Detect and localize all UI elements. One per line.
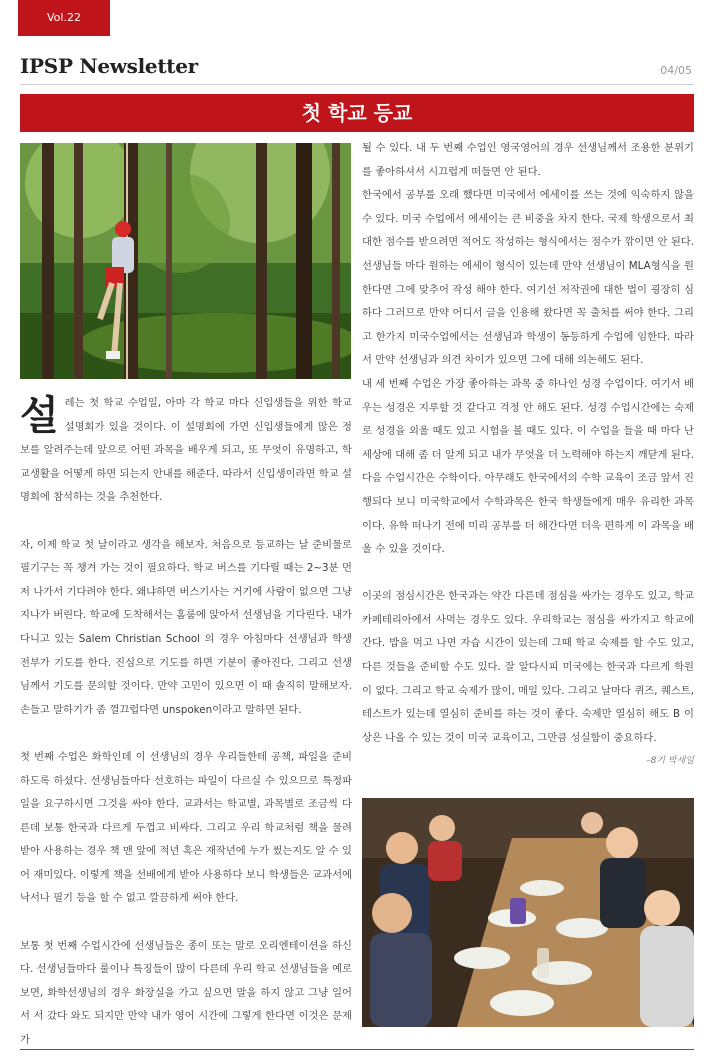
masthead — [20, 54, 694, 85]
paragraph-orientation: 보통 첫 번째 수업시간에 선생님들은 종이 또는 말로 오리엔테이션을 하신다. 선생님들마다 룰이나 특징들이 많이 다른데 우리 학교 선생님들을 예로 보면, 화학선생님의 경우 화장실을 가고 싶으면 말을 하지 않고 그냥 일어서 서 갔다 와도 되지만 만약 내가 영어 시간에 그렇게 한다면 이것은 문제가 — [20, 939, 352, 1047]
author-byline: –8기 박세일 — [646, 756, 694, 767]
paragraph-essay: 한국에서 공부를 오래 했다면 미국에서 에세이를 쓰는 것에 익숙하지 않을 수 있다. 미국 수업에서 에세이는 큰 비중을 차지 한다. 국제 학생으로서 최대한 점수를 받으려면 적어도 작성하는 형식에서는 점수가 깎이면 안 된다. 선생님들 마다 원하는 에세이 형식이 있는데 만약 선생님이 MLA형식을 원한다면 그에 맞추어 작성 해야 한다. 여기선 저작권에 대한 법이 굉장히 심하다 그러므로 만약 어디서 글을 인용해 왔다면 꼭 출처를 써야 한다. 그리고 한가지 미국수업에서는 선생님과 학생이 동등하게 수업에 임한다. 따라서 만약 선생님과 의견 차이가 있으면 그에 대해 의논해도 된다. — [362, 189, 694, 367]
paragraph-first-day: 자, 이제 학교 첫 날이라고 생각을 해보자. 처음으로 등교하는 날 준비물로 필기구는 꼭 챙겨 가는 것이 필요하다. 학교 버스를 기다릴 때는 2~3분 먼저 나가서 기다려야 한다. 왜냐하면 버스기사는 거기에 사람이 없으면 그냥 지나가 버린다. 학교에 도착해서는 홈룸에 앉아서 선생님을 기다린다. 내가 다니고 있는 Salem Christian School 의 경우 아침마다 선생님과 학생 전부가 기도를 한다. 진심으로 기도를 하면 기분이 좋아진다. 그리고 선생님께서 기도를 문의할 것이다. 만약 고민이 있으면 이 때 솔직히 말해보자. 손들고 말하기가 좀 껄끄럽다면 unspoken이라고 말하면 된다. — [20, 538, 352, 716]
paragraph-english: 될 수 있다. 내 두 번째 수업인 영국영어의 경우 선생님께서 조용한 분위기를 좋아하셔서 시끄럽게 떠들면 안 된다. — [362, 142, 694, 178]
article-right-column — [362, 137, 694, 774]
spacer — [20, 722, 352, 746]
article-left-column — [20, 392, 352, 1053]
dropcap: 설 — [20, 393, 59, 439]
spacer — [20, 911, 352, 935]
newsletter-title: IPSP Newsletter — [20, 54, 198, 78]
paragraph-lunch: 이곳의 점심시간은 한국과는 약간 다른데 점심을 싸가는 경우도 있고, 학교 카페테리아에서 사먹는 경우도 있다. 우리학교는 점심을 싸가지고 학교에 간다. 밥을 먹고 나면 자습 시간이 있는데 그때 학교 숙제를 할 수도 있고, 다른 것들을 준비할 수도 있다. 잘 알다시피 미국에는 한국과 다르게 학원이 없다. 그리고 학교 숙제가 많이, 매일 있다. 그리고 날마다 퀴즈, 퀘스트, 테스트가 있는데 열심히 준비를 하는 것이 좋다. 숙제만 열심히 해도 B 이상은 나올 수 있는 것이 미국 교육이고, 그만큼 성실함이 중요하다. — [362, 590, 694, 744]
cafeteria-photo — [362, 798, 694, 1027]
article-title-banner: 첫 학교 등교 — [20, 94, 694, 132]
paragraph-intro-text: 레는 첫 학교 수업일, 아마 각 학교 마다 신입생들을 위한 학교 설명회가 있을 것이다. 이 설명회에 가면 신입생들에게 많은 정보를 알려주는데 앞으로 어떤 과목을 배우게 되고, 또 무엇이 유명하고, 학교생활을 어떻게 하면 되는지 안내를 해준다. 따라서 신입생이라면 학교 설명회에 참석하는 것을 추천한다. — [20, 397, 352, 504]
issue-date: 04/05 — [660, 64, 692, 77]
paragraph-bible-math: 내 세 번째 수업은 가장 좋아하는 과목 중 하나인 성경 수업이다. 여기서 배우는 성경은 지루할 것 같다고 걱정 안 해도 된다. 성경 수업시간에는 숙제로 성경을 외울 때도 있고 시험을 볼 때도 있다. 이 수업을 들을 때 마다 난 세상에 대해 좀 더 알게 되고 내가 무엇을 더 노력해야 하는지 깨닫게 된다. 다음 수업시간은 수학이다. 아무래도 한국에서의 수학 교육이 조금 앞서 진행되다 보니 미국학교에서 수학과목은 한국 학생들에게 매우 유리한 과목이다. 유학 떠나기 전에 미리 공부를 더 해간다면 더욱 편하게 이 과목을 배울 수 있을 것이다. — [362, 377, 694, 556]
footer-rule — [20, 1049, 694, 1050]
forest-rope-photo — [20, 143, 351, 379]
spacer — [20, 510, 352, 534]
paragraph-intro — [20, 392, 352, 510]
cafeteria-illustration — [362, 798, 694, 1027]
spacer — [362, 562, 694, 586]
paragraph-chemistry: 첫 번째 수업은 화학인데 이 선생님의 경우 우리들한테 공책, 파일을 준비하도록 하셨다. 선생님들마다 선호하는 파일이 다르실 수 있으므로 특정파일을 요구하시면 그것을 싸야 한다. 교과서는 학교별, 과목별로 조금씩 다른데 보통 한국과 다르게 두껍고 비싸다. 그리고 우리 학교처럼 책을 물려받아 사용하는 경우 책 맨 앞에 적년 혹은 재작년에 누가 썼는지도 알 수 있어 재미있다. 이렇게 책을 선배에게 받아 사용하다 보니 학생들은 교과서에 낙서나 필기 등을 할 수 없고 깔끔하게 써야 한다. — [20, 750, 352, 905]
forest-rope-illustration — [20, 143, 351, 379]
volume-tab: Vol.22 — [18, 0, 110, 36]
